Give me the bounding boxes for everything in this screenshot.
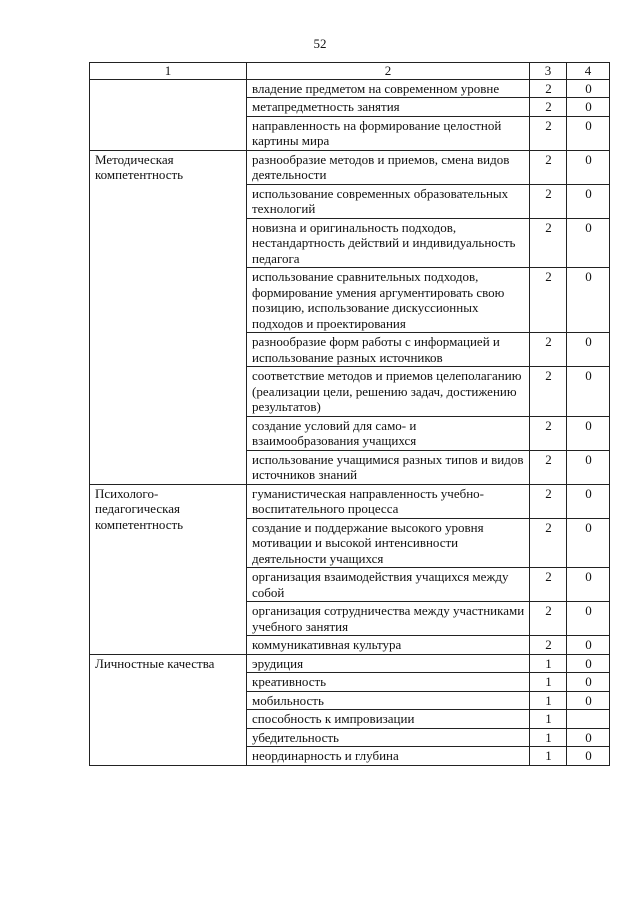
criterion-cell: новизна и оригинальность подходов, нестандартность действий и индивидуальность педагога bbox=[247, 218, 530, 268]
score-max-cell: 2 bbox=[530, 184, 567, 218]
criterion-cell: создание и поддержание высокого уровня мотивации и высокой интенсивности деятельности учащихся bbox=[247, 518, 530, 568]
criterion-cell: создание условий для само- и взаимообразования учащихся bbox=[247, 416, 530, 450]
score-max-cell: 1 bbox=[530, 673, 567, 692]
page-number: 52 bbox=[313, 36, 327, 51]
score-max-cell: 2 bbox=[530, 98, 567, 117]
score-max-cell: 2 bbox=[530, 568, 567, 602]
score-min-cell bbox=[567, 710, 610, 729]
criterion-cell: креативность bbox=[247, 673, 530, 692]
score-min-cell: 0 bbox=[567, 218, 610, 268]
header-col-1: 1 bbox=[90, 63, 247, 80]
score-max-cell: 2 bbox=[530, 268, 567, 333]
score-min-cell: 0 bbox=[567, 568, 610, 602]
criterion-cell: разнообразие форм работы с информацией и использование разных источников bbox=[247, 333, 530, 367]
score-max-cell: 2 bbox=[530, 518, 567, 568]
criterion-cell: использование современных образовательных технологий bbox=[247, 184, 530, 218]
criterion-cell: организация взаимодействия учащихся между собой bbox=[247, 568, 530, 602]
score-max-cell: 2 bbox=[530, 367, 567, 417]
criterion-cell: коммуникативная культура bbox=[247, 636, 530, 655]
score-min-cell: 0 bbox=[567, 450, 610, 484]
score-max-cell: 2 bbox=[530, 116, 567, 150]
criterion-cell: использование сравнительных подходов, формирование умения аргументировать свою позицию, использование дискуссионных подходов и проектирования bbox=[247, 268, 530, 333]
score-min-cell: 0 bbox=[567, 518, 610, 568]
table-row bbox=[90, 654, 610, 673]
table-body bbox=[90, 79, 610, 765]
score-min-cell: 0 bbox=[567, 98, 610, 117]
score-min-cell: 0 bbox=[567, 654, 610, 673]
score-max-cell: 1 bbox=[530, 747, 567, 766]
group-label: Методическая компетентность bbox=[90, 150, 247, 484]
score-max-cell: 1 bbox=[530, 728, 567, 747]
criterion-cell: убедительность bbox=[247, 728, 530, 747]
header-col-4: 4 bbox=[567, 63, 610, 80]
criterion-cell: метапредметность занятия bbox=[247, 98, 530, 117]
score-max-cell: 1 bbox=[530, 710, 567, 729]
score-min-cell: 0 bbox=[567, 367, 610, 417]
score-min-cell: 0 bbox=[567, 268, 610, 333]
score-max-cell: 2 bbox=[530, 150, 567, 184]
criterion-cell: неординарность и глубина bbox=[247, 747, 530, 766]
criterion-cell: эрудиция bbox=[247, 654, 530, 673]
criterion-cell: организация сотрудничества между участниками учебного занятия bbox=[247, 602, 530, 636]
score-min-cell: 0 bbox=[567, 79, 610, 98]
table-row bbox=[90, 79, 610, 98]
score-max-cell: 2 bbox=[530, 79, 567, 98]
score-max-cell: 2 bbox=[530, 602, 567, 636]
score-min-cell: 0 bbox=[567, 116, 610, 150]
criterion-cell: использование учащимися разных типов и видов источников знаний bbox=[247, 450, 530, 484]
criterion-cell: направленность на формирование целостной картины мира bbox=[247, 116, 530, 150]
score-min-cell: 0 bbox=[567, 747, 610, 766]
criterion-cell: соответствие методов и приемов целеполаганию (реализации цели, решению задач, достижению результатов) bbox=[247, 367, 530, 417]
criterion-cell: мобильность bbox=[247, 691, 530, 710]
score-min-cell: 0 bbox=[567, 484, 610, 518]
header-row bbox=[90, 63, 610, 80]
group-label: Психолого-педагогическая компетентность bbox=[90, 484, 247, 654]
header-col-2: 2 bbox=[247, 63, 530, 80]
score-min-cell: 0 bbox=[567, 673, 610, 692]
score-min-cell: 0 bbox=[567, 333, 610, 367]
score-max-cell: 2 bbox=[530, 218, 567, 268]
score-min-cell: 0 bbox=[567, 150, 610, 184]
score-max-cell: 1 bbox=[530, 654, 567, 673]
table-row bbox=[90, 484, 610, 518]
score-min-cell: 0 bbox=[567, 602, 610, 636]
score-min-cell: 0 bbox=[567, 184, 610, 218]
score-max-cell: 2 bbox=[530, 333, 567, 367]
score-min-cell: 0 bbox=[567, 691, 610, 710]
criteria-table bbox=[89, 62, 610, 766]
score-max-cell: 2 bbox=[530, 636, 567, 655]
criterion-cell: разнообразие методов и приемов, смена видов деятельности bbox=[247, 150, 530, 184]
score-max-cell: 2 bbox=[530, 450, 567, 484]
score-max-cell: 1 bbox=[530, 691, 567, 710]
score-min-cell: 0 bbox=[567, 728, 610, 747]
criterion-cell: владение предметом на современном уровне bbox=[247, 79, 530, 98]
score-min-cell: 0 bbox=[567, 416, 610, 450]
header-col-3: 3 bbox=[530, 63, 567, 80]
table-row bbox=[90, 150, 610, 184]
criterion-cell: способность к импровизации bbox=[247, 710, 530, 729]
group-label bbox=[90, 79, 247, 150]
score-min-cell: 0 bbox=[567, 636, 610, 655]
score-max-cell: 2 bbox=[530, 484, 567, 518]
score-max-cell: 2 bbox=[530, 416, 567, 450]
criterion-cell: гуманистическая направленность учебно-воспитательного процесса bbox=[247, 484, 530, 518]
group-label: Личностные качества bbox=[90, 654, 247, 765]
